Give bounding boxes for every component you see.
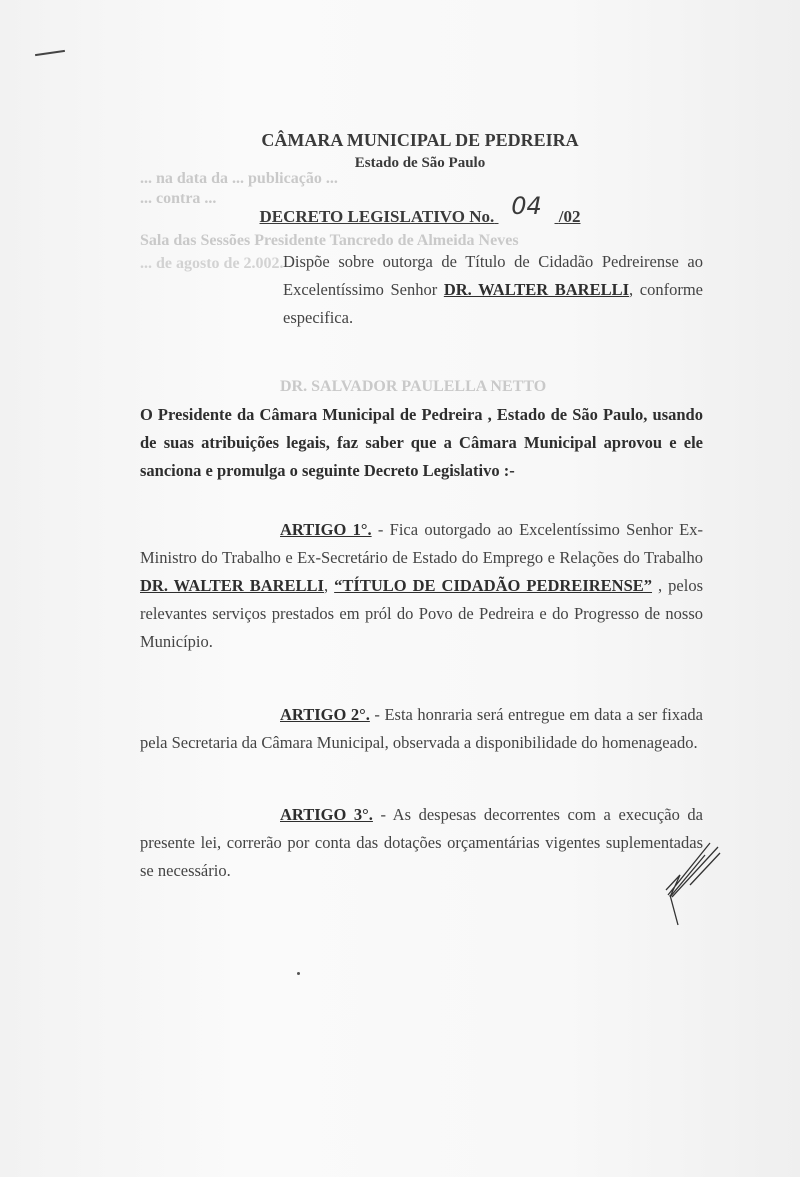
- title-name: “TÍTULO DE CIDADÃO PEDREIRENSE”: [334, 576, 653, 595]
- article-text: , pelos relevantes serviços prestados em pról do Povo de Pedreira e do Progresso de nosso Município.: [140, 576, 704, 651]
- decree-prefix: DECRETO LEGISLATIVO No.: [259, 207, 495, 226]
- bleed-through-text: DR. SALVADOR PAULELLA NETTO: [280, 378, 547, 395]
- bleed-through-text: ... na data da ... publicação ...: [140, 170, 338, 187]
- article-text: - Fica outorgado ao Excelentíssimo Senhor Ex-Ministro do Trabalho e Ex-Secretário de Estado do Emprego e Relações do Trabalho: [140, 520, 703, 567]
- article-2: [140, 701, 703, 757]
- decree-abstract: [283, 248, 703, 332]
- punctuation: ,: [323, 576, 329, 595]
- abstract-text: Dispõe sobre outorga de Título de Cidadão Pedreirense ao Excelentíssimo Senhor: [283, 252, 703, 299]
- bleed-through-text: ... de agosto de 2.002.: [140, 255, 284, 272]
- institution-title: CÂMARA MUNICIPAL DE PEDREIRA: [261, 130, 579, 150]
- bleed-through-text: Sala das Sessões Presidente Tancredo de Almeida Neves: [140, 232, 519, 249]
- bleed-through-text: ... contra ...: [140, 190, 217, 207]
- state-subtitle: Estado de São Paulo: [354, 155, 486, 171]
- honoree-name: DR. WALTER BARELLI: [140, 576, 324, 595]
- abstract-suffix: , conforme especifica.: [283, 280, 704, 327]
- pen-mark: [35, 50, 65, 56]
- decree-number-handwritten: 04: [511, 192, 542, 220]
- signature-initials: [660, 835, 730, 935]
- article-text: - As despesas decorrentes com a execução da presente lei, correrão por conta das dotações orçamentárias vigentes suplementadas se necessário.: [140, 805, 703, 880]
- article-label: ARTIGO 3°.: [280, 805, 373, 824]
- speck: [297, 972, 300, 975]
- article-1: [140, 516, 703, 656]
- article-text: - Esta honraria será entregue em data a ser fixada pela Secretaria da Câmara Municipal, observada a disponibilidade do homenageado.: [140, 705, 703, 752]
- honoree-name: DR. WALTER BARELLI: [443, 280, 630, 299]
- article-3: [140, 801, 703, 885]
- decree-year: /02: [558, 207, 581, 226]
- preamble: O Presidente da Câmara Municipal de Pedreira , Estado de São Paulo, usando de suas atribuições legais, faz saber que a Câmara Municipal aprovou e ele sanciona e promulga o seguinte Decreto Legislativo :-: [140, 405, 703, 480]
- article-label: ARTIGO 2°.: [280, 705, 370, 724]
- article-label: ARTIGO 1°.: [280, 520, 372, 539]
